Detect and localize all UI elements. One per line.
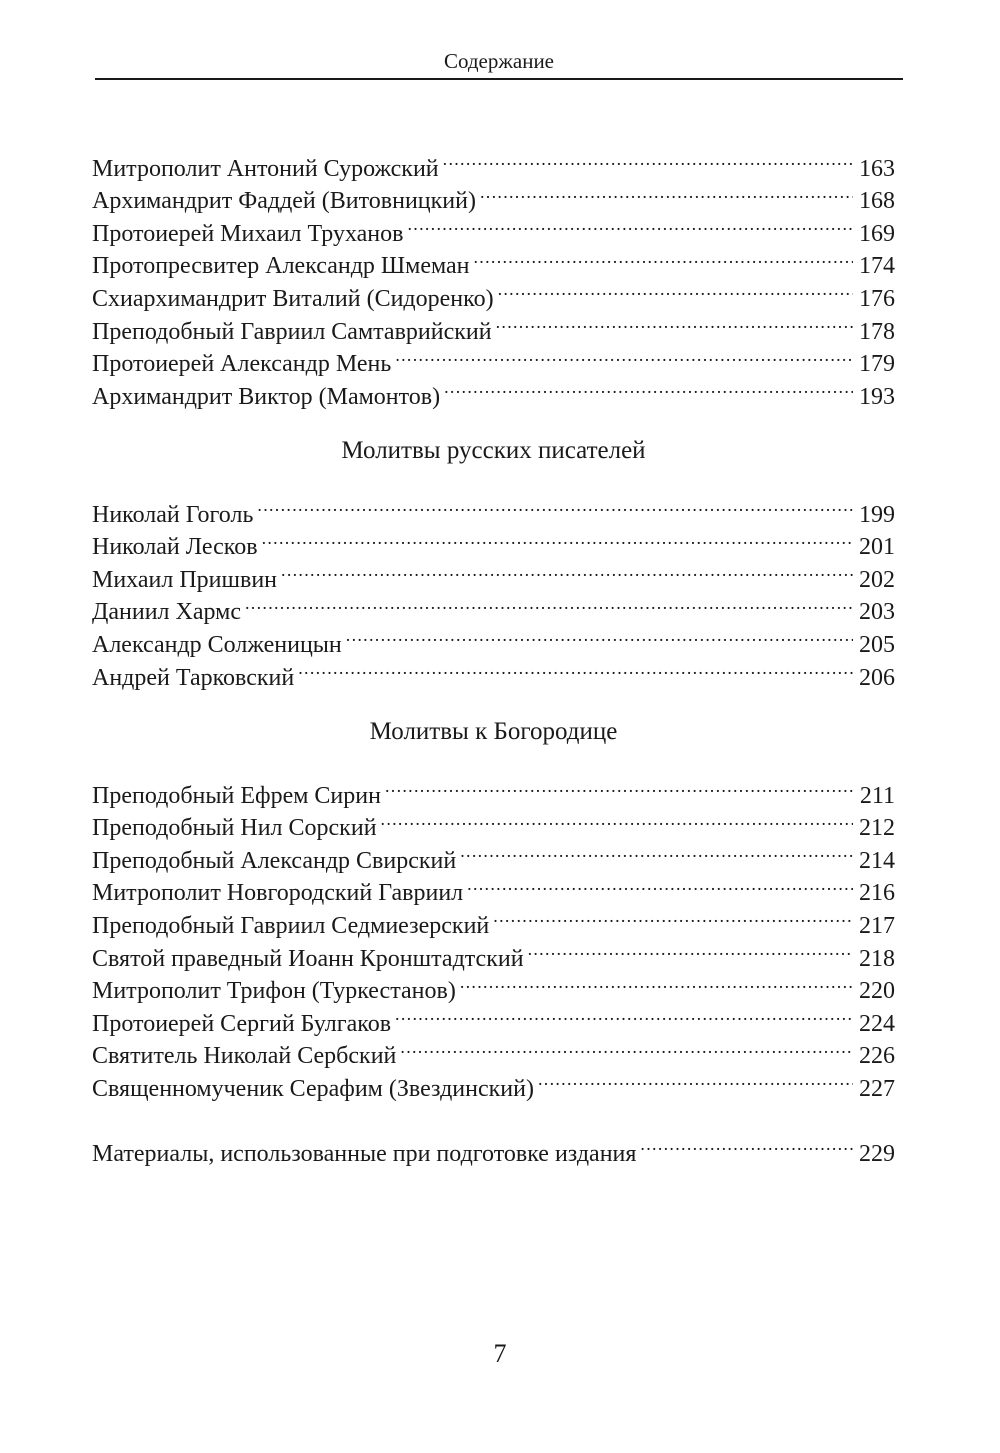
entry-page-number: 224 [859, 1010, 895, 1037]
toc-section-writers [92, 489, 895, 691]
entry-title: Схиархимандрит Виталий (Сидоренко) [92, 285, 494, 312]
entry-title: Преподобный Нил Сорский [92, 815, 377, 842]
entry-title: Митрополит Антоний Сурожский [92, 155, 439, 182]
dot-leader [480, 176, 853, 209]
dot-leader [257, 489, 853, 522]
dot-leader [245, 587, 853, 620]
entry-title: Протоиерей Александр Мень [92, 351, 392, 378]
entry-title: Митрополит Новгородский Гавриил [92, 880, 464, 907]
entry-page-number: 214 [859, 847, 895, 874]
entry-title: Андрей Тарковский [92, 664, 295, 691]
entry-page-number: 168 [859, 188, 895, 215]
toc-section-materials [92, 1128, 895, 1167]
entry-page-number: 176 [859, 285, 895, 312]
entry-page-number: 169 [859, 220, 895, 247]
entry-title: Материалы, использованные при подготовке издания [92, 1140, 637, 1167]
entry-title: Священномученик Серафим (Звездинский) [92, 1075, 534, 1102]
entry-page-number: 218 [859, 945, 895, 972]
entry-title: Архимандрит Фаддей (Витовницкий) [92, 188, 476, 215]
entry-page-number: 178 [859, 318, 895, 345]
entry-title: Святой праведный Иоанн Кронштадтский [92, 945, 524, 972]
entry-page-number: 193 [859, 383, 895, 410]
dot-leader [443, 143, 853, 176]
dot-leader [640, 1128, 853, 1161]
toc-entry[interactable] [92, 770, 895, 809]
dot-leader [496, 306, 853, 339]
dot-leader [281, 554, 853, 587]
entry-page-number: 216 [859, 880, 895, 907]
toc-entry[interactable] [92, 143, 895, 182]
dot-leader [474, 241, 854, 274]
entry-title: Николай Гоголь [92, 501, 254, 528]
header-rule [95, 78, 903, 80]
running-head: Содержание [443, 49, 555, 73]
entry-title: Протопресвитер Александр Шмеман [92, 253, 470, 280]
dot-leader [385, 770, 854, 803]
dot-leader [407, 208, 853, 241]
entry-page-number: 199 [859, 501, 895, 528]
toc-entry[interactable] [92, 489, 895, 528]
entry-page-number: 226 [859, 1043, 895, 1070]
dot-leader [298, 652, 853, 685]
entry-title: Протоиерей Сергий Булгаков [92, 1010, 392, 1037]
entry-title: Даниил Хармс [92, 599, 241, 626]
entry-page-number: 163 [859, 155, 895, 182]
section-heading-writers: Молитвы русских писателей [341, 437, 646, 464]
entry-page-number: 212 [859, 815, 895, 842]
entry-page-number: 174 [859, 253, 895, 280]
entry-page-number: 227 [859, 1075, 895, 1102]
entry-title: Преподобный Гавриил Седмиезерский [92, 912, 490, 939]
entry-page-number: 217 [859, 912, 895, 939]
entry-title: Святитель Николай Сербский [92, 1043, 397, 1070]
entry-page-number: 205 [859, 631, 895, 658]
dot-leader [395, 998, 853, 1031]
page-number: 7 [493, 1339, 507, 1368]
dot-leader [262, 522, 853, 555]
entry-page-number: 229 [859, 1140, 895, 1167]
dot-leader [381, 803, 853, 836]
entry-page-number: 203 [859, 599, 895, 626]
entry-title: Архимандрит Виктор (Мамонтов) [92, 383, 441, 410]
entry-title: Александр Солженицын [92, 631, 342, 658]
entry-page-number: 206 [859, 664, 895, 691]
entry-title: Николай Лесков [92, 534, 258, 561]
entry-title: Протоиерей Михаил Труханов [92, 220, 404, 247]
toc-section-theotokos [92, 770, 895, 1102]
section-heading-theotokos: Молитвы к Богородице [369, 718, 618, 745]
entry-page-number: 211 [859, 782, 895, 809]
entry-page-number: 220 [859, 978, 895, 1005]
dot-leader [460, 966, 853, 999]
dot-leader [460, 835, 853, 868]
dot-leader [467, 868, 853, 901]
entry-title: Преподобный Ефрем Сирин [92, 782, 381, 809]
dot-leader [528, 933, 853, 966]
entry-title: Преподобный Александр Свирский [92, 847, 457, 874]
toc-entry[interactable] [92, 1128, 895, 1167]
entry-title: Михаил Пришвин [92, 566, 278, 593]
dot-leader [538, 1063, 853, 1096]
dot-leader [395, 339, 853, 372]
entry-page-number: 202 [859, 566, 895, 593]
entry-title: Преподобный Гавриил Самтаврийский [92, 318, 492, 345]
dot-leader [400, 1031, 853, 1064]
entry-page-number: 179 [859, 351, 895, 378]
dot-leader [493, 900, 853, 933]
dot-leader [444, 371, 853, 404]
dot-leader [498, 273, 853, 306]
entry-page-number: 201 [859, 534, 895, 561]
toc-section-priests [92, 143, 895, 410]
dot-leader [346, 619, 853, 652]
entry-title: Митрополит Трифон (Туркестанов) [92, 978, 456, 1005]
